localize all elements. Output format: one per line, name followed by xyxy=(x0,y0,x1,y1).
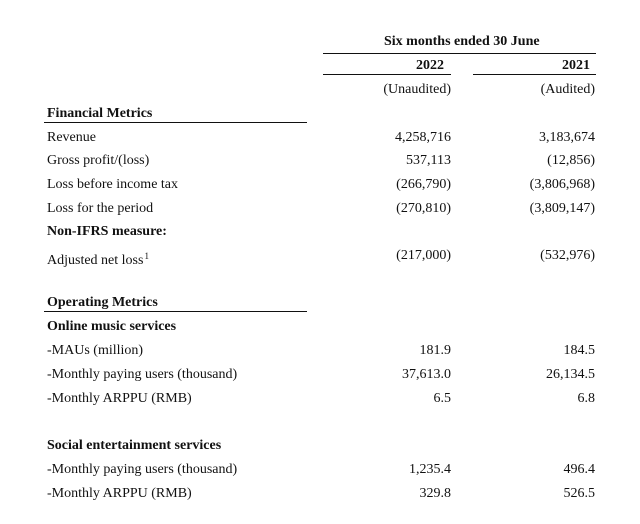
adjusted-net-loss-label: Adjusted net loss xyxy=(47,253,144,268)
value-2022: 1,235.4 xyxy=(409,462,451,477)
status-2022: (Unaudited) xyxy=(383,82,451,97)
year-2021-rule xyxy=(473,74,596,75)
value-2021: 6.8 xyxy=(577,391,595,406)
value-2022: (266,790) xyxy=(396,177,451,192)
value-2022: (270,810) xyxy=(396,201,451,216)
year-2021-header: 2021 xyxy=(562,58,590,73)
row-label: -MAUs (million) xyxy=(47,343,144,358)
row-label: -Monthly paying users (thousand) xyxy=(47,367,238,382)
row-label: Revenue xyxy=(47,130,96,145)
operating-metrics-rule xyxy=(44,311,307,312)
year-2022-header: 2022 xyxy=(416,58,444,73)
value-2022: (217,000) xyxy=(396,248,451,263)
value-2021: (532,976) xyxy=(540,248,595,263)
footnote-marker: 1 xyxy=(144,251,149,261)
period-header-rule xyxy=(323,53,596,54)
value-2021: 184.5 xyxy=(563,343,595,358)
online-music-heading: Online music services xyxy=(47,319,177,334)
year-2022-rule xyxy=(323,74,451,75)
row-label: Gross profit/(loss) xyxy=(47,153,150,168)
value-2022: 329.8 xyxy=(419,486,451,501)
period-header: Six months ended 30 June xyxy=(384,34,540,49)
social-entertainment-heading: Social entertainment services xyxy=(47,438,222,453)
row-label: Loss for the period xyxy=(47,201,154,216)
operating-metrics-heading: Operating Metrics xyxy=(47,295,158,310)
non-ifrs-heading: Non-IFRS measure: xyxy=(47,224,167,239)
value-2022: 37,613.0 xyxy=(402,367,451,382)
value-2021: 26,134.5 xyxy=(546,367,595,382)
value-2021: (3,809,147) xyxy=(529,201,595,216)
value-2021: (3,806,968) xyxy=(529,177,595,192)
value-2021: 3,183,674 xyxy=(539,130,595,145)
row-label: -Monthly ARPPU (RMB) xyxy=(47,391,192,406)
row-label xyxy=(47,248,149,269)
value-2022: 537,113 xyxy=(406,153,451,168)
financial-metrics-rule xyxy=(44,122,307,123)
value-2022: 181.9 xyxy=(419,343,451,358)
value-2022: 6.5 xyxy=(433,391,451,406)
row-label: -Monthly ARPPU (RMB) xyxy=(47,486,192,501)
status-2021: (Audited) xyxy=(540,82,595,97)
value-2021: (12,856) xyxy=(547,153,595,168)
value-2021: 496.4 xyxy=(563,462,595,477)
row-label: -Monthly paying users (thousand) xyxy=(47,462,238,477)
row-label: Loss before income tax xyxy=(47,177,179,192)
value-2022: 4,258,716 xyxy=(395,130,451,145)
value-2021: 526.5 xyxy=(563,486,595,501)
financial-metrics-heading: Financial Metrics xyxy=(47,106,153,121)
